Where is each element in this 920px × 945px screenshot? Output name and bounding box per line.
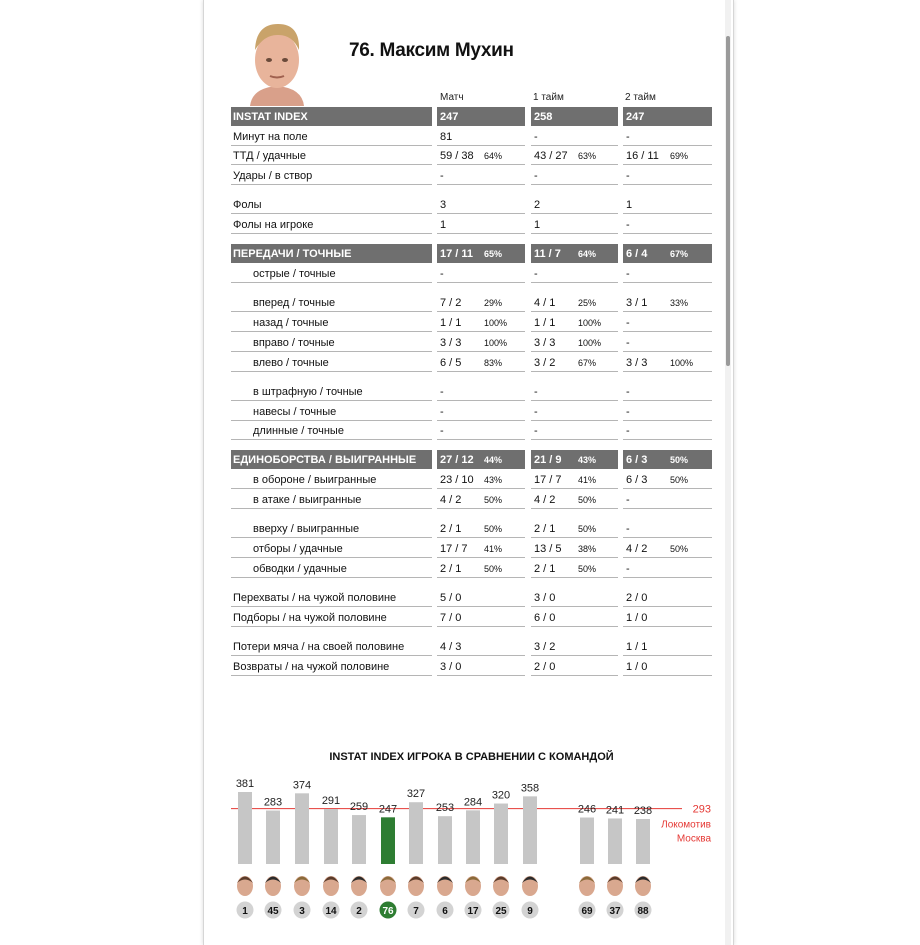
bar-value-label: 291 [321, 795, 341, 808]
bar-value-label: 320 [491, 789, 511, 802]
stat-value: 16 / 11 [626, 150, 659, 162]
stat-percent: 50% [484, 524, 503, 534]
bar-value-label: 374 [292, 779, 312, 792]
stat-value: 4 / 3 [440, 641, 462, 653]
stat-value: - [534, 386, 538, 398]
player-face-icon [351, 876, 367, 896]
stat-value: 17 / 11 [440, 248, 474, 260]
stat-value: - [626, 386, 630, 398]
stat-value: 6 / 4 [626, 248, 648, 260]
stat-percent: 67% [578, 358, 597, 368]
stat-value: 258 [534, 111, 553, 123]
chart-bar [636, 819, 650, 864]
stat-value: 21 / 9 [534, 454, 562, 466]
stat-value: 6 / 3 [626, 454, 648, 466]
stat-value: - [626, 268, 630, 280]
chart-bar [494, 804, 508, 864]
stat-value: 3 [440, 199, 447, 211]
stat-label: вверху / выигранные [253, 523, 360, 535]
player-face-icon [294, 876, 310, 896]
stat-value: 1 / 1 [626, 641, 648, 653]
stat-percent: 100% [670, 358, 694, 368]
stat-value: 4 / 2 [534, 494, 556, 506]
bar-value-label: 283 [263, 796, 283, 809]
player-face-icon [237, 876, 253, 896]
chart-bar [324, 809, 338, 864]
stat-value: 81 [440, 131, 453, 143]
stat-percent: 50% [578, 495, 597, 505]
stat-value: 4 / 1 [534, 297, 556, 309]
stat-value: - [626, 494, 630, 506]
stat-value: 2 / 0 [626, 592, 648, 604]
stat-label: Минут на поле [233, 131, 308, 143]
bar-value-label: 358 [520, 782, 540, 795]
stat-label: ЕДИНОБОРСТВА / ВЫИГРАННЫЕ [233, 454, 417, 466]
stat-percent: 41% [484, 544, 503, 554]
stat-percent: 50% [670, 475, 689, 485]
chart-bar [352, 815, 366, 864]
stat-value: 247 [626, 111, 645, 123]
stat-percent: 43% [484, 475, 503, 485]
stat-value: 3 / 3 [626, 357, 648, 369]
chart-bar [608, 818, 622, 864]
stat-value: 6 / 3 [626, 474, 648, 486]
stat-value: 17 / 7 [440, 543, 468, 555]
bar-value-label: 246 [577, 803, 597, 816]
stat-percent: 50% [484, 564, 503, 574]
stat-value: - [440, 386, 444, 398]
player-face-icon [493, 876, 509, 896]
stat-value: 13 / 5 [534, 543, 562, 555]
stat-value: 247 [440, 111, 459, 123]
stat-label: Фолы на игроке [233, 219, 314, 231]
stat-value: - [626, 406, 630, 418]
stat-value: - [626, 170, 630, 182]
stat-value: 4 / 2 [440, 494, 462, 506]
stat-label: влево / точные [253, 357, 329, 369]
stat-percent: 50% [484, 495, 503, 505]
stat-value: 11 / 7 [534, 248, 561, 260]
stat-label: вправо / точные [253, 337, 335, 349]
stat-label: Потери мяча / на своей половине [233, 641, 405, 653]
stat-percent: 38% [578, 544, 597, 554]
column-header-match: Матч [440, 92, 464, 103]
stat-value: 23 / 10 [440, 474, 474, 486]
stat-value: 2 [534, 199, 541, 211]
chart-bar [523, 796, 537, 864]
stat-percent: 100% [578, 338, 602, 348]
stat-label: Возвраты / на чужой половине [233, 661, 390, 673]
stat-label: Удары / в створ [233, 170, 313, 182]
stat-value: - [626, 425, 630, 437]
player-number-label: 17 [467, 906, 479, 917]
stat-label: в атаке / выигранные [253, 494, 362, 506]
stat-value: 1 [626, 199, 633, 211]
player-number-label: 14 [325, 906, 337, 917]
stat-value: - [440, 425, 444, 437]
player-number-label: 2 [356, 906, 362, 917]
bar-value-label: 259 [349, 801, 369, 814]
stat-value: 6 / 0 [534, 612, 556, 624]
team-average-label: Локомотив [661, 819, 711, 831]
player-number-label: 1 [242, 906, 248, 917]
stat-value: 1 / 1 [534, 317, 556, 329]
stat-value: 7 / 0 [440, 612, 462, 624]
stat-value: 3 / 0 [534, 592, 556, 604]
stat-value: 3 / 2 [534, 357, 556, 369]
stat-value: 2 / 1 [440, 523, 462, 535]
stat-label: Перехваты / на чужой половине [233, 592, 397, 604]
stat-value: 2 / 1 [440, 563, 462, 575]
stat-value: 59 / 38 [440, 150, 474, 162]
player-number-label: 9 [527, 906, 533, 917]
stat-value: 17 / 7 [534, 474, 562, 486]
chart-bar [580, 818, 594, 864]
stat-percent: 65% [484, 249, 503, 259]
stat-value: 6 / 5 [440, 357, 462, 369]
chart-bar [409, 802, 423, 864]
stat-percent: 63% [578, 151, 597, 161]
player-face-icon [323, 876, 339, 896]
stat-value: - [626, 563, 630, 575]
stat-value: 3 / 3 [440, 337, 462, 349]
stat-label: Подборы / на чужой половине [233, 612, 387, 624]
stat-value: - [440, 170, 444, 182]
stat-value: - [626, 219, 630, 231]
chart-bar [238, 792, 252, 864]
stat-percent: 50% [578, 564, 597, 574]
stat-value: 1 [440, 219, 447, 231]
player-number-label: 37 [609, 906, 621, 917]
stat-value: - [534, 406, 538, 418]
player-face-icon [465, 876, 481, 896]
player-face-icon [408, 876, 424, 896]
player-number-label: 45 [267, 906, 279, 917]
stat-label: в обороне / выигранные [253, 474, 377, 486]
stat-value: 7 / 2 [440, 297, 462, 309]
stat-percent: 69% [670, 151, 689, 161]
stat-value: 2 / 0 [534, 661, 556, 673]
stat-percent: 100% [484, 338, 508, 348]
column-header-first-half: 1 тайм [533, 92, 564, 103]
stat-percent: 44% [484, 455, 503, 465]
stat-value: 27 / 12 [440, 454, 474, 466]
stat-percent: 25% [578, 298, 597, 308]
stat-percent: 83% [484, 358, 503, 368]
stat-value: 5 / 0 [440, 592, 462, 604]
stat-value: - [440, 268, 444, 280]
stat-label: INSTAT INDEX [233, 111, 308, 123]
bar-value-label: 327 [406, 788, 426, 801]
stat-percent: 43% [578, 455, 597, 465]
stat-value: 43 / 27 [534, 150, 568, 162]
chart-title: INSTAT INDEX ИГРОКА В СРАВНЕНИИ С КОМАНДОЙ [329, 751, 614, 763]
player-number-label: 7 [413, 906, 419, 917]
stat-value: - [626, 131, 630, 143]
stat-value: - [626, 317, 630, 329]
stat-percent: 50% [578, 524, 597, 534]
player-face-icon [635, 876, 651, 896]
stat-label: Фолы [233, 199, 262, 211]
stat-label: ПЕРЕДАЧИ / ТОЧНЫЕ [233, 248, 352, 260]
stat-value: 1 / 0 [626, 661, 648, 673]
stat-value: - [626, 337, 630, 349]
player-number-label: 88 [637, 906, 649, 917]
stat-label: ТТД / удачные [233, 150, 306, 162]
stat-value: 1 / 1 [440, 317, 462, 329]
stat-value: 1 [534, 219, 541, 231]
bar-value-label: 241 [605, 804, 625, 817]
player-face-icon [437, 876, 453, 896]
player-face-icon [607, 876, 623, 896]
stat-value: 3 / 0 [440, 661, 462, 673]
stat-value: 2 / 1 [534, 563, 556, 575]
stat-label: обводки / удачные [253, 563, 347, 575]
stat-value: - [534, 170, 538, 182]
stat-label: длинные / точные [253, 425, 344, 437]
stat-label: в штрафную / точные [253, 386, 363, 398]
stat-percent: 50% [670, 455, 689, 465]
stat-percent: 100% [578, 318, 602, 328]
player-title: 76. Максим Мухин [349, 40, 514, 61]
bar-value-label: 381 [235, 778, 255, 790]
stat-percent: 33% [670, 298, 689, 308]
player-number-label: 25 [495, 906, 507, 917]
stat-value: - [440, 406, 444, 418]
stat-percent: 100% [484, 318, 508, 328]
player-face-icon [579, 876, 595, 896]
player-number-label: 3 [299, 906, 305, 917]
chart-bar [266, 811, 280, 864]
stat-value: - [534, 425, 538, 437]
team-average-label: Москва [676, 833, 711, 845]
chart-bar [466, 810, 480, 864]
player-number-label: 69 [581, 906, 593, 917]
stat-value: 4 / 2 [626, 543, 648, 555]
stat-label: вперед / точные [253, 297, 336, 309]
stat-percent: 67% [670, 249, 689, 259]
player-face-icon [522, 876, 538, 896]
team-average-value: 293 [692, 803, 711, 816]
stat-percent: 64% [484, 151, 503, 161]
stat-label: навесы / точные [253, 406, 337, 418]
stat-percent: 50% [670, 544, 689, 554]
stat-value: 3 / 3 [534, 337, 556, 349]
stat-value: - [626, 523, 630, 535]
player-face-icon [380, 876, 396, 896]
stat-value: 2 / 1 [534, 523, 556, 535]
player-number-label: 6 [442, 906, 448, 917]
stat-value: - [534, 268, 538, 280]
stat-percent: 41% [578, 475, 597, 485]
chart-bar [295, 793, 309, 864]
stat-label: острые / точные [253, 268, 336, 280]
stat-value: 3 / 2 [534, 641, 556, 653]
stat-label: отборы / удачные [253, 543, 343, 555]
stat-value: 1 / 0 [626, 612, 648, 624]
stat-percent: 29% [484, 298, 503, 308]
bar-value-label: 247 [378, 803, 398, 816]
chart-bar [438, 816, 452, 864]
bar-value-label: 284 [463, 796, 483, 809]
stat-value: - [534, 131, 538, 143]
bar-value-label: 238 [633, 805, 653, 818]
stat-label: назад / точные [253, 317, 329, 329]
bar-value-label: 253 [435, 802, 455, 815]
stat-percent: 64% [578, 249, 597, 259]
column-header-second-half: 2 тайм [625, 92, 656, 103]
player-number-label: 76 [382, 906, 394, 917]
player-face-icon [265, 876, 281, 896]
stat-value: 3 / 1 [626, 297, 648, 309]
chart-bar [381, 817, 395, 864]
